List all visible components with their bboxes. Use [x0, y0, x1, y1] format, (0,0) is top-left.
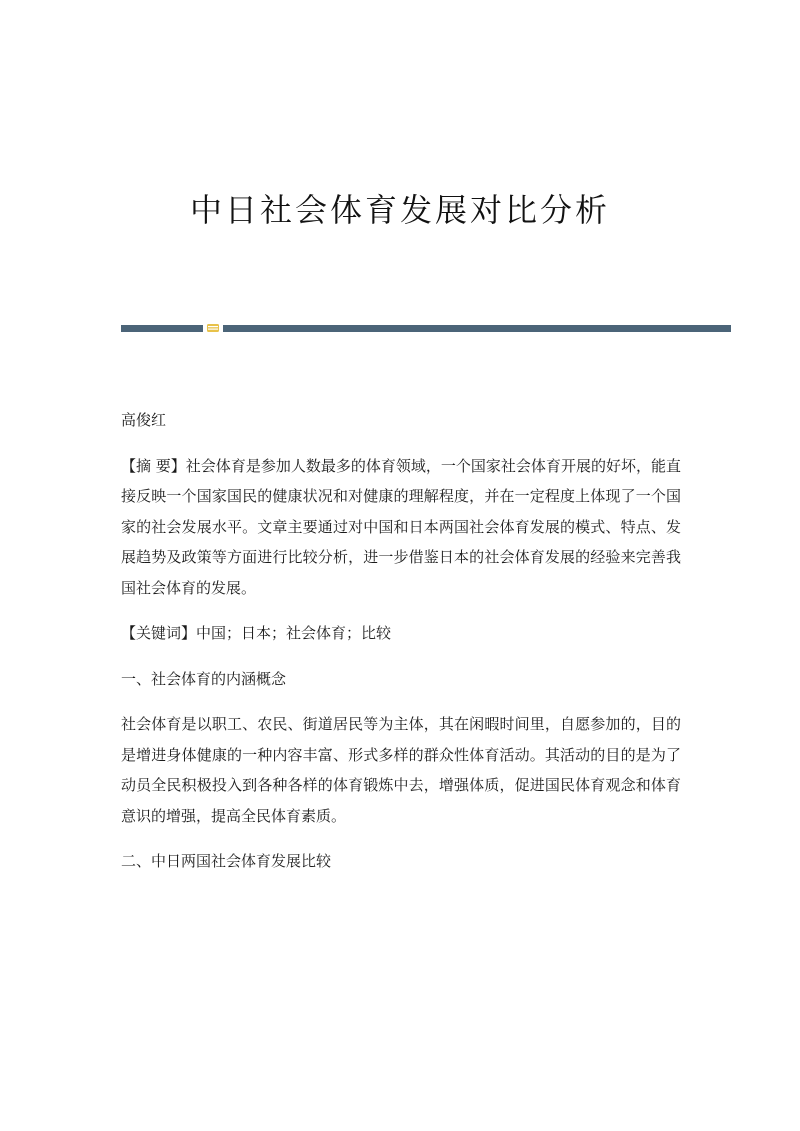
author-name: 高俊红 [121, 411, 167, 429]
title-divider [121, 325, 731, 333]
abstract-paragraph: 【摘 要】社会体育是参加人数最多的体育领域，一个国家社会体育开展的好坏，能直接反映一个国家国民的健康状况和对健康的理解程度，并在一定程度上体现了一个国家的社会发展水平。文章主要通过对中国和日本两国社会体育发展的模式、特点、发展趋势及政策等方面进行比较分析，进一步借鉴日本的社会体育发展的经验来完善我国社会体育的发展。 [121, 456, 681, 597]
divider-right-segment [223, 325, 731, 332]
body-paragraph: 社会体育是以职工、农民、街道居民等为主体，其在闲暇时间里，自愿参加的，目的是增进身体健康的一种内容丰富、形式多样的群众性体育活动。其活动的目的是为了动员全民积极投入到各种各样的体育锻炼中去，增强体质，促进国民体育观念和体育意识的增强，提高全民体育素质。 [121, 715, 681, 825]
pencil-ornament-icon [207, 323, 219, 333]
section-heading-1: 一、社会体育的内涵概念 [121, 669, 287, 688]
keywords-paragraph: 【关键词】中国；日本；社会体育；比较 [121, 624, 392, 642]
document-body [121, 405, 681, 892]
divider-left-segment [121, 325, 203, 332]
document-title: 中日社会体育发展对比分析 [189, 191, 610, 229]
section-heading-2: 二、中日两国社会体育发展比较 [121, 852, 332, 870]
